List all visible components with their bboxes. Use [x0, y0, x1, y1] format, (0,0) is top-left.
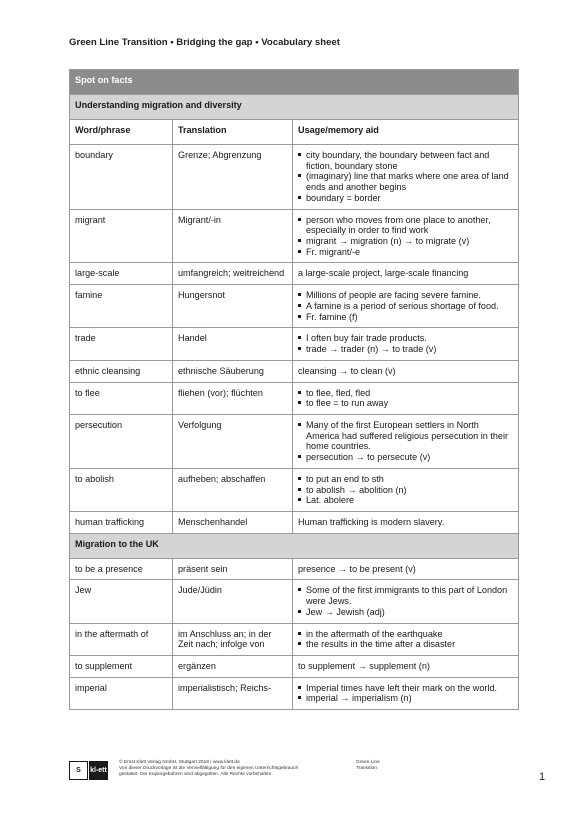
usage-aid-cell [293, 382, 519, 414]
copyright-line: gestattet. Die Kopiergebühren sind abgegolten. Alle Rechte vorbehalten. [119, 772, 273, 778]
section-title: Migration to the UK [70, 533, 519, 558]
usage-aid-item: person who moves from one place to another, especially in order to find work [298, 215, 513, 236]
translation-cell: fliehen (vor); flüchten [173, 382, 293, 414]
table-row [70, 511, 519, 533]
usage-aid-item: Jew → Jewish (adj) [298, 607, 513, 618]
usage-aid-item: to flee, fled, fled [298, 388, 513, 399]
column-header-word: Word/phrase [70, 120, 173, 145]
logo-mark-left: S [69, 761, 88, 780]
usage-aid-item: to put an end to sth [298, 474, 513, 485]
translation-cell: Migrant/-in [173, 209, 293, 263]
section-header-row [70, 95, 519, 120]
word-cell: ethnic cleansing [70, 360, 173, 382]
usage-aid-cell: Human trafficking is modern slavery. [293, 511, 519, 533]
table-row [70, 145, 519, 210]
word-cell: boundary [70, 145, 173, 210]
usage-aid-item: migrant → migration (n) → to migrate (v) [298, 236, 513, 247]
translation-cell: im Anschluss an; in der Zeit nach; infolge von [173, 623, 293, 655]
word-cell: Jew [70, 580, 173, 623]
table-row [70, 285, 519, 328]
usage-aid-list [298, 683, 513, 704]
usage-aid-list [298, 150, 513, 204]
translation-cell: Menschenhandel [173, 511, 293, 533]
usage-aid-item: to abolish → abolition (n) [298, 485, 513, 496]
usage-aid-cell [293, 677, 519, 709]
banner-title: Spot on facts [70, 70, 519, 95]
word-cell: migrant [70, 209, 173, 263]
usage-aid-item: Many of the first European settlers in North America had suffered religious persecution in their home countries. [298, 420, 513, 452]
section-header-row [70, 533, 519, 558]
usage-aid-cell: to supplement → supplement (n) [293, 656, 519, 678]
usage-aid-list [298, 215, 513, 258]
word-cell: large-scale [70, 263, 173, 285]
column-header-translation: Translation [173, 120, 293, 145]
column-header-aid: Usage/memory aid [293, 120, 519, 145]
page-header-title: Green Line Transition • Bridging the gap • Vocabulary sheet [69, 37, 340, 48]
product-name [356, 760, 436, 772]
word-cell: persecution [70, 414, 173, 468]
translation-cell: Jude/Jüdin [173, 580, 293, 623]
usage-aid-item: Some of the first immigrants to this part of London were Jews. [298, 585, 513, 606]
table-row [70, 360, 519, 382]
usage-aid-cell [293, 209, 519, 263]
usage-aid-cell: presence → to be present (v) [293, 558, 519, 580]
usage-aid-item: (imaginary) line that marks where one area of land ends and another begins [298, 171, 513, 192]
logo-mark-right: kl-ett [89, 761, 108, 780]
translation-cell: Handel [173, 328, 293, 360]
translation-cell: präsent sein [173, 558, 293, 580]
usage-aid-item: Millions of people are facing severe famine. [298, 290, 513, 301]
word-cell: to be a presence [70, 558, 173, 580]
usage-aid-item: imperial → imperialism (n) [298, 693, 513, 704]
usage-aid-list [298, 585, 513, 617]
usage-aid-item: Fr. famine (f) [298, 312, 513, 323]
usage-aid-item: A famine is a period of serious shortage of food. [298, 301, 513, 312]
table-row [70, 328, 519, 360]
table-row [70, 209, 519, 263]
word-cell: trade [70, 328, 173, 360]
word-cell: to flee [70, 382, 173, 414]
translation-cell: Hungersnot [173, 285, 293, 328]
word-cell: human trafficking [70, 511, 173, 533]
usage-aid-item: boundary = border [298, 193, 513, 204]
usage-aid-item: in the aftermath of the earthquake [298, 629, 513, 640]
usage-aid-item: the results in the time after a disaster [298, 639, 513, 650]
table-row [70, 382, 519, 414]
usage-aid-list [298, 474, 513, 506]
vocabulary-table [69, 69, 519, 710]
translation-cell: Grenze; Abgrenzung [173, 145, 293, 210]
table-row [70, 263, 519, 285]
usage-aid-list [298, 629, 513, 650]
usage-aid-list [298, 420, 513, 463]
page-number: 1 [539, 771, 546, 783]
usage-aid-cell: cleansing → to clean (v) [293, 360, 519, 382]
word-cell: famine [70, 285, 173, 328]
usage-aid-item: Fr. migrant/-e [298, 247, 513, 258]
usage-aid-cell [293, 285, 519, 328]
usage-aid-item: Imperial times have left their mark on the world. [298, 683, 513, 694]
word-cell: to supplement [70, 656, 173, 678]
table-row [70, 414, 519, 468]
copyright-text [119, 760, 359, 779]
table-row [70, 558, 519, 580]
word-cell: in the aftermath of [70, 623, 173, 655]
usage-aid-cell [293, 623, 519, 655]
usage-aid-list [298, 333, 513, 354]
usage-aid-item: to flee = to run away [298, 398, 513, 409]
table-row [70, 623, 519, 655]
table-row [70, 677, 519, 709]
translation-cell: imperialistisch; Reichs- [173, 677, 293, 709]
table-row [70, 656, 519, 678]
usage-aid-cell [293, 145, 519, 210]
usage-aid-item: persecution → to persecute (v) [298, 452, 513, 463]
column-header-row [70, 120, 519, 145]
usage-aid-cell [293, 580, 519, 623]
banner-row [70, 70, 519, 95]
translation-cell: Verfolgung [173, 414, 293, 468]
usage-aid-cell [293, 328, 519, 360]
translation-cell: aufheben; abschaffen [173, 468, 293, 511]
translation-cell: umfangreich; weitreichend [173, 263, 293, 285]
word-cell: imperial [70, 677, 173, 709]
table-row [70, 468, 519, 511]
usage-aid-item: I often buy fair trade products. [298, 333, 513, 344]
publisher-logo [69, 761, 108, 780]
usage-aid-item: city boundary, the boundary between fact and fiction, boundary stone [298, 150, 513, 171]
copyright-line: Von dieser Druckvorlage ist die Vervielfältigung für den eigenen Unterrichtsgebrauch [119, 766, 299, 772]
usage-aid-cell: a large-scale project, large-scale financing [293, 263, 519, 285]
product-line: Green Line [356, 760, 380, 765]
copyright-line: © Ernst Klett Verlag GmbH, Stuttgart 2018 | www.klett.de [119, 760, 240, 765]
usage-aid-cell [293, 414, 519, 468]
usage-aid-cell [293, 468, 519, 511]
usage-aid-item: Lat. abolere [298, 495, 513, 506]
usage-aid-list [298, 388, 513, 409]
usage-aid-list [298, 290, 513, 322]
table-row [70, 580, 519, 623]
word-cell: to abolish [70, 468, 173, 511]
translation-cell: ethnische Säuberung [173, 360, 293, 382]
translation-cell: ergänzen [173, 656, 293, 678]
product-line: Transition [356, 766, 377, 772]
usage-aid-item: trade → trader (n) → to trade (v) [298, 344, 513, 355]
section-title: Understanding migration and diversity [70, 95, 519, 120]
